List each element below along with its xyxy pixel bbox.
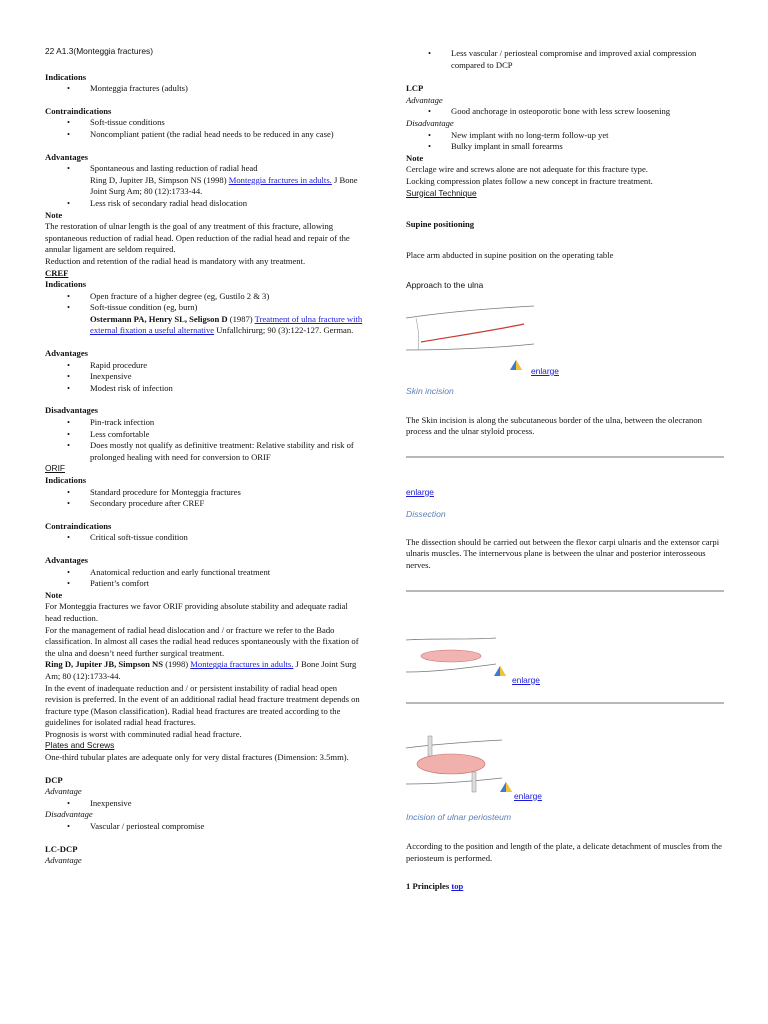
list-item: • Bulky implant in small forearms (406, 141, 724, 153)
advantage-heading: Advantage (406, 94, 443, 105)
ref-journal: Unfallchirurg; 90 (3):122-127. German. (214, 325, 354, 336)
enlarge-icon[interactable] (510, 360, 522, 370)
advantages-heading: Advantages (45, 151, 88, 162)
disadvantage-heading: Disadvantage (406, 117, 454, 128)
principles-heading: 1 Principles (406, 881, 452, 892)
enlarge-row (406, 358, 724, 380)
periosteum-figure-row (406, 742, 724, 800)
periosteum-caption: Incision of ulnar periosteum (406, 811, 512, 822)
ref-authors: Ring D, Jupiter JB, Simpson NS (45, 659, 164, 670)
note-heading: Note (45, 209, 63, 220)
doc-title: 22 A1.3(Monteggia fractures) (45, 46, 154, 56)
top-link[interactable]: top (451, 881, 464, 892)
lcdcp-heading: LC-DCP (45, 843, 78, 854)
indications-heading: Indications (45, 475, 87, 485)
skin-incision-caption: Skin incision (406, 385, 454, 396)
dissection-text: The dissection should be carried out between the flexor carpi ulnaris and the extensor carpi ulnaris muscles. The internervous plane is between the ulnar and posterior interosseous nerves. (406, 536, 720, 571)
principles-row (406, 881, 724, 893)
list-item: • Spontaneous and lasting reduction of radial head (45, 163, 365, 175)
advantage-heading: Advantage (45, 786, 82, 797)
list-item: • Critical soft-tissue condition (45, 532, 365, 544)
reference (45, 175, 365, 198)
enlarge-icon[interactable] (494, 666, 506, 676)
ref-journal: J Bone Joint Surg Am; 80 (12):1733-44. (45, 659, 357, 681)
reference (45, 659, 365, 682)
list-item: • Anatomical reduction and early functional treatment (45, 567, 365, 579)
list-item: • Vascular / periosteal compromise (45, 821, 365, 833)
note-text: Cerclage wire and screws alone are not adequate for this fracture type. (406, 164, 648, 175)
approach-heading: Approach to the ulna (406, 280, 484, 291)
enlarge-link[interactable]: enlarge (531, 365, 559, 376)
contraindications-heading: Contraindications (45, 520, 112, 531)
indications-heading: Indications (45, 279, 87, 290)
note-text: Prognosis is worst with comminuted radial head fracture. (45, 728, 242, 739)
advantages-heading: Advantages (45, 554, 88, 565)
list-item: • Pin-track infection (45, 417, 365, 429)
enlarge-link[interactable]: enlarge (512, 674, 540, 685)
supine-heading: Supine positioning (406, 219, 475, 230)
indications-heading: Indications (45, 71, 87, 82)
list-item: • Monteggia fractures (adults) (45, 83, 365, 95)
note-heading: Note (406, 152, 424, 163)
periosteum-text: According to the position and length of the plate, a delicate detachment of muscles from the periosteum is performed. (406, 841, 722, 863)
advantage-heading: Advantage (45, 855, 82, 866)
list-item: • Soft-tissue conditions (45, 117, 365, 129)
list-item: • Good anchorage in osteoporotic bone with less screw loosening (406, 106, 724, 118)
reference-link[interactable]: Treatment of ulna fracture with external fixation a useful alternative (90, 313, 363, 336)
list-item: • Does mostly not qualify as definitive treatment: Relative stability and risk of prolonged healing with need for conversion to ORIF (45, 440, 365, 463)
reference-link[interactable]: Monteggia fractures in adults. (190, 659, 294, 670)
list-item: • New implant with no long-term follow-up yet (406, 130, 724, 142)
skin-incision-figure (406, 304, 536, 358)
reference-link[interactable]: Monteggia fractures in adults. (228, 174, 332, 185)
plates-screws-heading: Plates and Screws (45, 740, 115, 751)
note-text: The restoration of ulnar length is the goal of any treatment of this fracture, allowing spontaneous reduction of radial head. Open reduction of the radial head and repair of the annular ligament are seldom required. (45, 221, 350, 255)
note-heading: Note (45, 589, 63, 600)
note-text: Locking compression plates follow a new concept in fracture treatment. (406, 175, 653, 186)
list-item: • Rapid procedure (45, 360, 365, 372)
list-item: • Standard procedure for Monteggia fractures (45, 487, 365, 499)
right-column (406, 48, 724, 893)
ref-year: (1987) (227, 313, 255, 324)
ref-authors: Ostermann PA, Henry SL, Seligson D (90, 313, 228, 324)
ref-journal: J Bone Joint Surg Am; 80 (12):1733-44. (90, 174, 358, 197)
periosteum-figure (406, 732, 502, 794)
list-item: • Less risk of secondary radial head dislocation (45, 198, 365, 210)
list-item: • Less vascular / periosteal compromise and improved axial compression compared to DCP (406, 48, 724, 71)
dissection-figure-row (406, 640, 724, 690)
enlarge-icon[interactable] (500, 782, 512, 792)
list-item: • Soft-tissue condition (eg, burn) (45, 302, 365, 314)
list-item: • Noncompliant patient (the radial head needs to be reduced in any case) (45, 129, 365, 141)
list-item: • Less comfortable (45, 429, 365, 441)
list-item: • Modest risk of infection (45, 383, 365, 395)
dcp-heading: DCP (45, 774, 63, 785)
note-text: Reduction and retention of the radial head is mandatory with any treatment. (45, 255, 306, 266)
note-text: In the event of inadequate reduction and / or persistent instability of radial head open revision is preferred. In the event of an additional radial head fracture treatment depends on fracture type (Mason classification). Radial head fractures are treated according to the guidelines for isolated radial head fractures. (45, 682, 360, 728)
note-text: For the management of radial head dislocation and / or fracture we refer to the Bado classification. In almost all cases the radial head reduces spontaneously with the fixation of the ulna and doesn’t need further surgical treatment. (45, 624, 359, 658)
enlarge-link[interactable]: enlarge (406, 486, 434, 497)
lcp-heading: LCP (406, 83, 424, 94)
list-item: • Inexpensive (45, 798, 365, 810)
dissection-figure (406, 634, 496, 678)
disadvantage-heading: Disadvantage (45, 809, 93, 820)
supine-text: Place arm abducted in supine position on the operating table (406, 249, 614, 260)
advantages-heading: Advantages (45, 348, 88, 359)
list-item: • Secondary procedure after CREF (45, 498, 365, 510)
ref-year: (1998) (163, 659, 191, 670)
list-item: • Open fracture of a higher degree (eg, Gustilo 2 & 3) (45, 291, 365, 303)
surgical-technique-heading: Surgical Technique (406, 187, 477, 198)
skin-incision-text: The Skin incision is along the subcutaneous border of the ulna, between the olecranon process and the ulnar styloid process. (406, 414, 702, 437)
dissection-caption: Dissection (406, 509, 446, 520)
reference (45, 314, 365, 337)
cref-heading: CREF (45, 267, 69, 278)
list-item: • Inexpensive (45, 371, 365, 383)
contraindications-heading: Contraindications (45, 105, 112, 116)
enlarge-link[interactable]: enlarge (514, 790, 542, 801)
note-text: For Monteggia fractures we favor ORIF providing absolute stability and adequate radial head reduction. (45, 601, 348, 623)
left-column (45, 46, 365, 867)
plates-screws-text: One-third tubular plates are adequate only for very distal fractures (Dimension: 3.5mm). (45, 752, 349, 763)
list-item: • Patient’s comfort (45, 578, 365, 590)
disadvantages-heading: Disadvantages (45, 405, 99, 416)
ref-authors: Ring D, Jupiter JB, Simpson NS (1998) (90, 174, 229, 185)
orif-heading: ORIF (45, 463, 66, 474)
